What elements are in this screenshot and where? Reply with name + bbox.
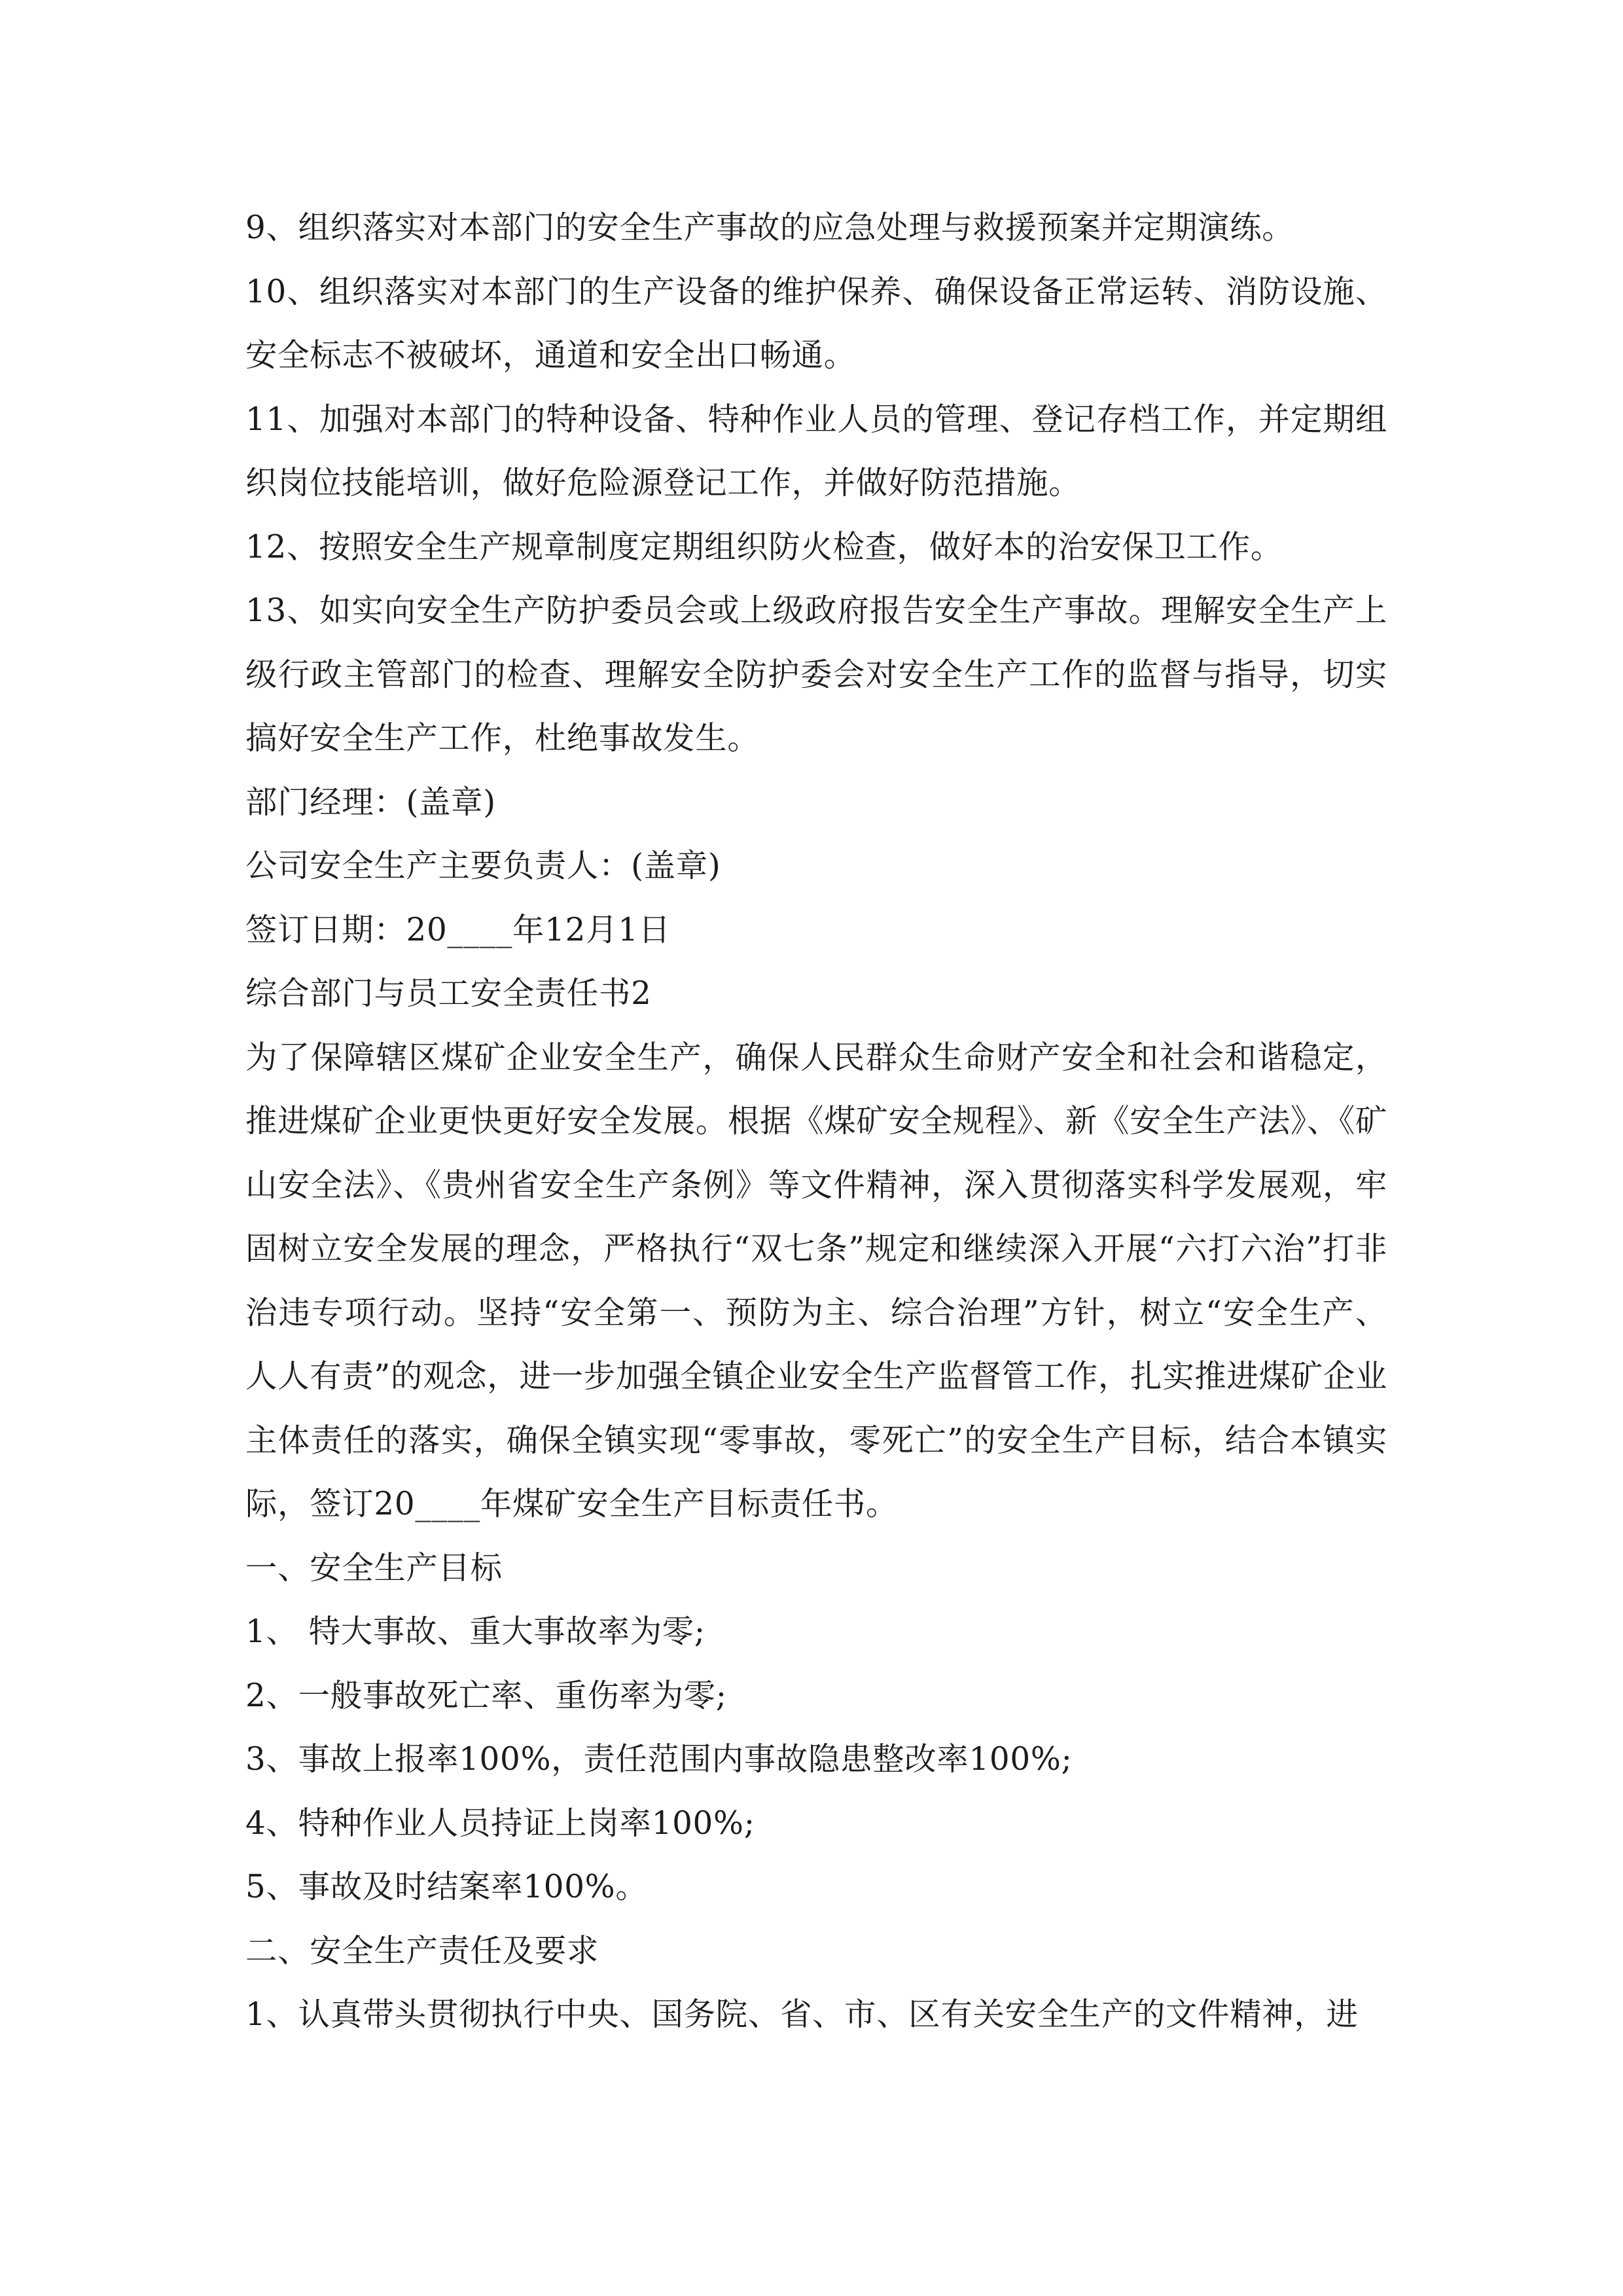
signing-date: 签订日期：20____年12月1日: [245, 911, 671, 948]
goal-item-3: 3、事故上报率100%，责任范围内事故隐患整改率100%;: [245, 1741, 1073, 1778]
section-heading-responsibilities: 二、安全生产责任及要求: [245, 1932, 599, 1969]
document-body: [245, 196, 1387, 2047]
paragraph-item-10: 10、组织落实对本部门的生产设备的维护保养、确保设备正常运转、消防设施、安全标志不被破坏，通道和安全出口畅通。: [245, 273, 1387, 374]
signature-line-responsible-person: 公司安全生产主要负责人：(盖章): [245, 848, 721, 884]
intro-paragraph: 为了保障辖区煤矿企业安全生产，确保人民群众生命财产安全和社会和谐稳定，推进煤矿企业更快更好安全发展。根据《煤矿安全规程》、新《安全生产法》、《矿山安全法》、《贵州省安全生产条例》等文件精神，深入贯彻落实科学发展观，牢固树立安全发展的理念，严格执行“双七条”规定和继续深入开展“六打六治”打非治违专项行动。坚持“安全第一、预防为主、综合治理”方针，树立“安全生产、人人有责”的观念，进一步加强全镇企业安全生产监督管工作，扎实推进煤矿企业主体责任的落实，确保全镇实现“零事故，零死亡”的安全生产目标，结合本镇实际，签订20____年煤矿安全生产目标责任书。: [245, 1039, 1387, 1522]
signature-line-manager: 部门经理：(盖章): [245, 783, 496, 821]
paragraph-item-9: 9、组织落实对本部门的安全生产事故的应急处理与救援预案并定期演练。: [245, 209, 1294, 246]
goal-item-5: 5、事故及时结案率100%。: [245, 1869, 648, 1905]
paragraph-item-13: 13、如实向安全生产防护委员会或上级政府报告安全生产事故。理解安全生产上级行政主管部门的检查、理解安全防护委会对安全生产工作的监督与指导，切实搞好安全生产工作，杜绝事故发生。: [245, 592, 1387, 757]
goal-item-1: 1、 特大事故、重大事故率为零;: [245, 1613, 705, 1650]
section-heading-goals: 一、安全生产目标: [245, 1549, 503, 1587]
goal-item-2: 2、一般事故死亡率、重伤率为零;: [245, 1677, 727, 1714]
responsibility-item-1: 1、认真带头贯彻执行中央、国务院、省、市、区有关安全生产的文件精神，进: [245, 1996, 1359, 2033]
paragraph-item-11: 11、加强对本部门的特种设备、特种作业人员的管理、登记存档工作，并定期组织岗位技能培训，做好危险源登记工作，并做好防范措施。: [245, 401, 1387, 501]
section-title: 综合部门与员工安全责任书2: [245, 975, 652, 1012]
paragraph-item-12: 12、按照安全生产规章制度定期组织防火检查，做好本的治安保卫工作。: [245, 528, 1283, 565]
goal-item-4: 4、特种作业人员持证上岗率100%;: [245, 1804, 755, 1842]
